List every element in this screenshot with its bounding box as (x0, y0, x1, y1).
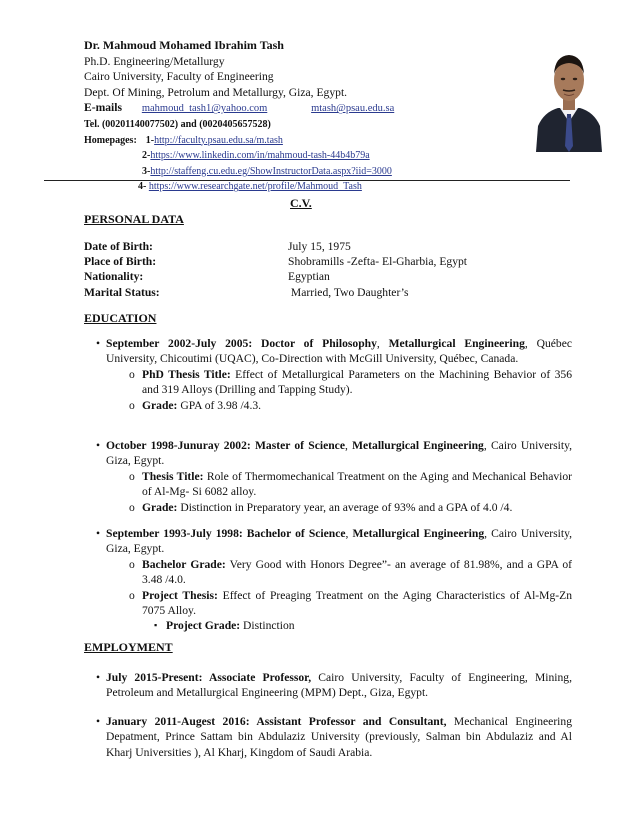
personal-label: Marital Status: (84, 285, 160, 299)
bullet-icon: • (96, 439, 101, 452)
homepage-link-3[interactable]: http://staffeng.cu.edu.eg/ShowInstructorData.aspx?iid=3000 (150, 165, 392, 177)
homepage-num-2: 2- (142, 150, 151, 162)
homepage-row-3 (84, 164, 394, 180)
cv-title: C.V. (290, 196, 312, 210)
bullet-icon: • (96, 337, 101, 350)
bullet-icon: • (96, 715, 101, 728)
degree-field: Metallurgical Engineering (352, 439, 484, 452)
separator: , (344, 439, 353, 452)
homepage-link-2[interactable]: https://www.linkedin.com/in/mahmoud-tash-44b4b79a (150, 150, 370, 162)
sub-label: Bachelor Grade: (142, 557, 226, 571)
circle-bullet-icon: o (129, 367, 135, 381)
sub-text: Effect of Preaging Treatment on the Aging Characteristics of Al-Mg-Zn 7075 Alloy. (142, 588, 572, 618)
degree-institution: , Québec University, Chicoutimi (UQAC), Co-Direction with McGill University, Québec, Canada. (106, 337, 572, 366)
sub-text: GPA of 3.98 /4.3. (177, 398, 262, 412)
sub-label: PhD Thesis Title: (142, 367, 231, 381)
education-item-phd (96, 336, 572, 413)
education-entry (106, 336, 572, 367)
personal-row (84, 269, 467, 284)
personal-row (84, 239, 467, 254)
header-divider (44, 180, 570, 181)
education-item-msc (96, 438, 573, 515)
university: Cairo University, Faculty of Engineering (84, 70, 274, 84)
emails-row (84, 100, 394, 117)
position-details: Cairo University, Faculty of Engineering, Mining, Petroleum and Metallurgical Engineering (MPM) Dept., Giza, Egypt. (106, 671, 572, 700)
contact-header (84, 38, 394, 195)
sub-label: Grade: (142, 398, 178, 412)
sub-label: Thesis Title: (142, 469, 204, 483)
circle-bullet-icon: o (129, 557, 135, 571)
sub-text: Distinction in Preparatory year, an average of 93% and a GPA of 4.0 /4. (177, 500, 513, 514)
department: Dept. Of Mining, Petrolum and Metallurgy, Giza, Egypt. (84, 85, 348, 99)
education-heading: EDUCATION (84, 311, 157, 325)
portrait-photo (534, 42, 604, 152)
personal-data-table (84, 239, 467, 300)
circle-bullet-icon: o (129, 500, 135, 514)
personal-value: July 15, 1975 (288, 240, 351, 253)
sub-text: Distinction (240, 619, 295, 633)
sub-item (106, 469, 572, 500)
homepage-row-2 (84, 148, 394, 164)
circle-bullet-icon: o (129, 588, 135, 602)
homepage-num-4: 4- (138, 181, 149, 193)
employment-item-associate (96, 670, 572, 701)
degree-field: Metallurgical Engineering (388, 337, 525, 350)
homepages-label: Homepages: (84, 134, 137, 146)
personal-value: Egyptian (288, 270, 330, 284)
separator: , (376, 337, 389, 350)
personal-row (84, 254, 467, 269)
sub-label: Grade: (142, 500, 178, 514)
homepage-link-1[interactable]: http://faculty.psau.edu.sa/m.tash (154, 134, 283, 146)
personal-label: Nationality: (84, 270, 144, 284)
degree-period: September 2002-July 2005: Doctor of Philosophy (106, 337, 377, 350)
sub-sub-item (106, 618, 572, 633)
homepage-link-4[interactable]: https://www.researchgate.net/profile/Mahmoud_Tash (148, 181, 362, 193)
personal-data-heading: PERSONAL DATA (84, 212, 184, 226)
personal-label: Date of Birth: (84, 240, 153, 253)
personal-label: Place of Birth: (84, 255, 157, 269)
employment-item-assistant (96, 714, 572, 760)
position-details: Mechanical Engineering Depatment, Prince Sattam bin Abdulaziz University (previously, Salman bin Abdulaziz and Al Kharj Universities ), Al Kharj, Kingdom of Saudi Arabia. (106, 715, 572, 759)
degree-period: September 1993-July 1998: Bachelor of Science (106, 527, 346, 540)
sub-text: Effect of Metallurgical Parameters on the Machining Behavior of 356 and 319 Alloys (Drilling and Tapping Study). (142, 367, 572, 397)
education-item-bsc (96, 526, 573, 634)
sub-item (106, 367, 572, 398)
degree: Ph.D. Engineering/Metallurgy (84, 54, 225, 68)
homepage-row-1 (84, 133, 394, 149)
degree-period: October 1998-Junuray 2002: Master of Science (106, 439, 345, 452)
employment-entry (106, 670, 572, 701)
homepage-row-4 (84, 179, 394, 195)
person-name: Dr. Mahmoud Mohamed Ibrahim Tash (84, 38, 284, 52)
sub-item (106, 398, 572, 413)
circle-bullet-icon: o (129, 469, 135, 483)
sub-text: Very Good with Honors Degree”- an average of 81.98%, and a GPA of 3.48 /4.0. (142, 557, 572, 587)
personal-value: Shobramills -Zefta- El-Gharbia, Egypt (288, 255, 468, 269)
personal-value: Married, Two Daughter’s (288, 285, 409, 299)
bullet-icon: • (96, 671, 101, 684)
position-title: January 2011-Augest 2016: Assistant Professor and Consultant, (106, 715, 447, 728)
email-link-1[interactable]: mahmoud_tash1@yahoo.com (141, 103, 268, 115)
degree-institution: , Cairo University, Giza, Egypt. (106, 439, 573, 468)
sub-label: Project Thesis: (142, 588, 218, 602)
sub-text: Role of Thermomechanical Treatment on the Aging and Mechanical Behavior of Al-Mg- Si 6082 alloy. (142, 469, 573, 499)
degree-institution: , Cairo University, Giza, Egypt. (106, 527, 573, 556)
homepage-num-3: 3- (142, 165, 151, 177)
telephone: Tel. (00201140077502) and (0020405657528) (84, 118, 271, 130)
email-link-2[interactable]: mtash@psau.edu.sa (311, 103, 395, 115)
bullet-icon: • (96, 527, 101, 540)
square-bullet-icon: ▪ (154, 620, 158, 631)
education-entry (106, 526, 572, 557)
sub-item (106, 500, 572, 515)
education-entry (106, 438, 572, 469)
circle-bullet-icon: o (129, 398, 135, 412)
homepage-num-1: 1- (145, 134, 155, 146)
sub-item (106, 588, 572, 619)
degree-field: Metallurgical Engineering (352, 527, 485, 540)
sub-label: Project Grade: (166, 619, 241, 633)
position-title: July 2015-Present: Associate Professor, (106, 671, 312, 684)
emails-label: E-mails (84, 101, 123, 115)
separator: , (345, 527, 353, 540)
employment-entry (106, 714, 572, 760)
sub-item (106, 557, 572, 588)
employment-heading: EMPLOYMENT (84, 640, 173, 654)
personal-row (84, 285, 467, 300)
